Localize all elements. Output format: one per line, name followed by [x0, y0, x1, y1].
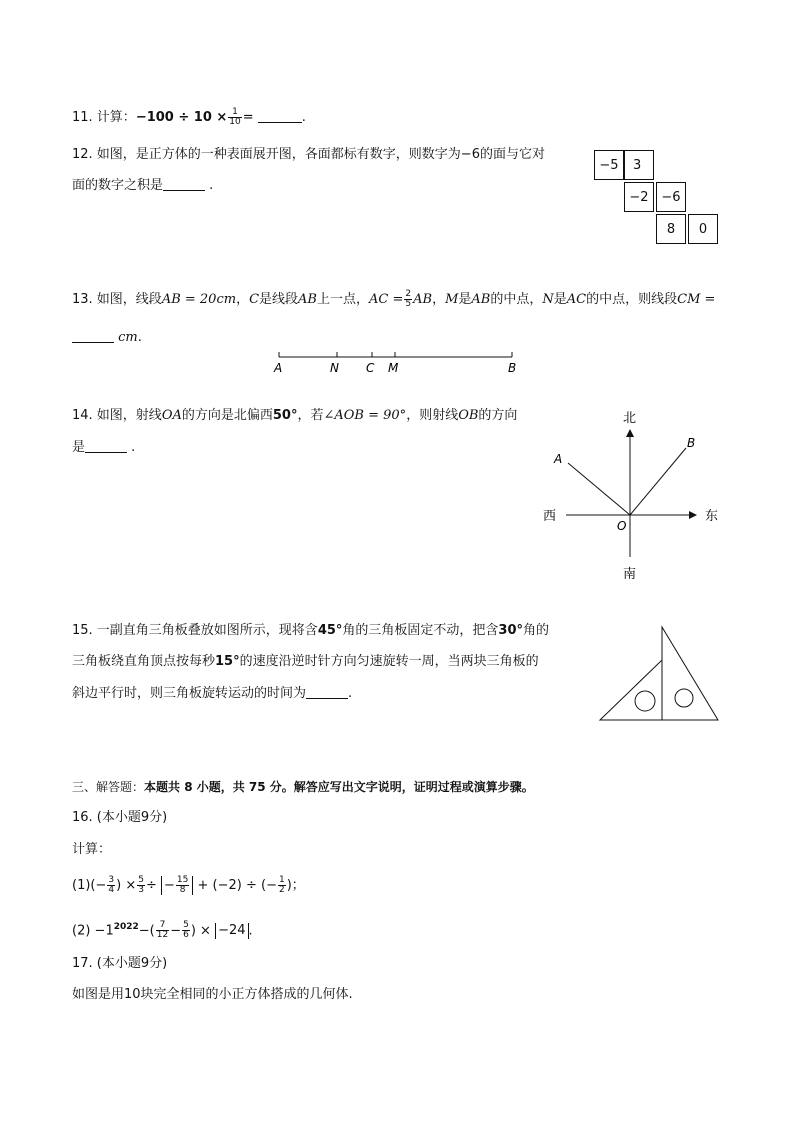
question-13-line-1: 13. 如图，线段AB = 20cm，C是线段AB上一点，AC = $\frac{2}{5}$ AB，M是AB的中点，N是AC的中点，则线段CM =	[72, 289, 716, 309]
question-15-line-1: 15. 一副直角三角板叠放如图所示，现将含45°角的三角板固定不动，把含30°角的	[72, 623, 550, 638]
question-15-line-3: 斜边平行时，则三角板旋转运动的时间为 .	[72, 686, 353, 701]
east-label: 东	[705, 509, 719, 524]
q11-answer-blank	[258, 108, 302, 123]
north-label: 北	[623, 411, 637, 426]
question-17-heading: 17. (本小题9分)	[72, 956, 168, 971]
q11-equals: =	[242, 110, 254, 125]
question-12-line-1: 12. 如图，是正方体的一种表面展开图，各面都标有数字，则数字为−6的面与它对	[72, 147, 545, 162]
question-16-intro: 计算：	[72, 842, 112, 857]
question-11: 11. 计算：−100 ÷ 10 × $\frac{1}{10}$ = .	[72, 107, 306, 127]
ray-ob	[630, 448, 686, 515]
question-14-line-2: 是 .	[72, 440, 136, 455]
point-a-label: A	[274, 361, 283, 375]
triangle-30	[662, 627, 718, 720]
question-14-line-1: 14. 如图，射线OA的方向是北偏西50°，若∠AOB = 90°，则射线OB的方向	[72, 408, 518, 423]
q11-fraction: $\frac{1}{10}$	[229, 107, 241, 127]
q16-abs-value-2: −24	[215, 923, 248, 939]
net-cell-6: 0	[688, 214, 718, 244]
q16-abs-value: − $\frac{15}{8}$	[161, 876, 193, 895]
point-m-label: M	[388, 361, 399, 375]
net-cell-1: −5	[594, 150, 624, 180]
point-b-label: B	[687, 436, 696, 450]
triangle-30-hole	[675, 689, 693, 707]
net-cell-5: 8	[656, 214, 686, 244]
q13-answer-blank	[72, 328, 114, 343]
question-13-line-2: cm.	[72, 328, 142, 348]
question-16-expr-2: $(2) -1^{2022}-$( $\frac{7}{12}$ − $\frac{5}{6}$ ) × −24 .	[72, 920, 253, 941]
q14-answer-blank	[85, 438, 127, 453]
point-c-label: C	[366, 361, 375, 375]
q11-expression: −100 ÷ 10 ×	[135, 110, 228, 125]
net-cell-2: 3	[624, 150, 654, 180]
q15-answer-blank	[306, 684, 348, 699]
south-label: 南	[623, 567, 637, 582]
ray-oa	[568, 463, 630, 515]
section-3-heading: 三、解答题：本题共 8 小题，共 75 分。解答应写出文字说明，证明过程或演算步骤。	[72, 780, 534, 794]
question-16-heading: 16. (本小题9分)	[72, 810, 168, 825]
net-cell-4: −6	[656, 182, 686, 212]
triangle-45-hole	[635, 691, 655, 711]
triangle-45	[600, 660, 662, 720]
q11-label: 11. 计算：	[72, 110, 136, 125]
point-o-label: O	[617, 519, 627, 533]
point-b-label: B	[508, 361, 517, 375]
q12-answer-blank	[163, 176, 205, 191]
question-15-line-2: 三角板绕直角顶点按每秒15°的速度沿逆时针方向匀速旋转一周，当两块三角板的	[72, 654, 539, 669]
q13-fraction: $\frac{2}{5}$	[405, 289, 412, 309]
question-17-text: 如图是用10块完全相同的小正方体搭成的几何体.	[72, 987, 353, 1002]
net-cell-3: −2	[624, 182, 654, 212]
point-a-label: A	[554, 452, 563, 466]
point-n-label: N	[330, 361, 339, 375]
question-16-expr-1: (1)(− $\frac{3}{4}$ ) × $\frac{5}{3}$ ÷ − $\frac{15}{8}$ + (−2) ÷ (− $\frac{1}{2}$ )；	[72, 875, 305, 895]
question-12-line-2: 面的数字之积是 .	[72, 178, 214, 193]
west-label: 西	[543, 509, 557, 524]
